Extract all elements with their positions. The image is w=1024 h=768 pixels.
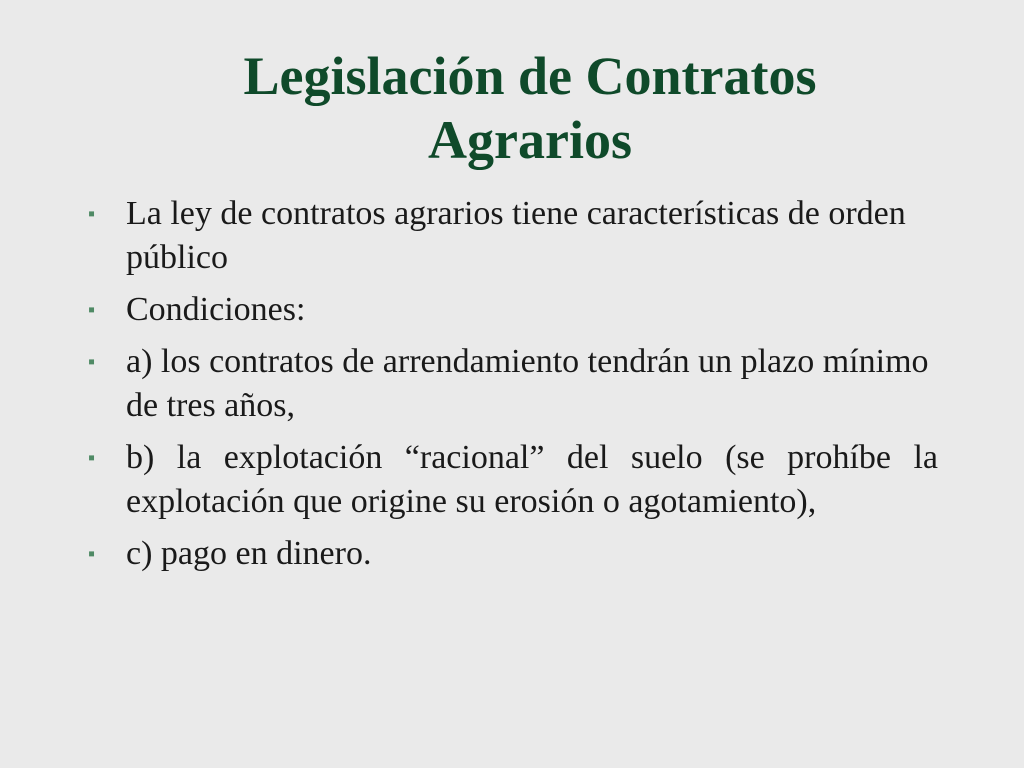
slide-title-line-2: Agrarios <box>428 110 632 170</box>
bullet-list <box>88 192 938 584</box>
bullet-text: c) pago en dinero. <box>126 535 372 572</box>
bullet-item <box>88 532 938 576</box>
bullet-text: b) la explotación “racional” del suelo (se prohíbe la explotación que origine su erosión o agotamiento), <box>126 439 938 520</box>
bullet-text: a) los contratos de arrendamiento tendrán un plazo mínimo de tres años, <box>126 343 929 424</box>
bullet-item <box>88 340 938 428</box>
bullet-item <box>88 192 938 280</box>
square-bullet-icon: ▪ <box>88 543 96 565</box>
slide-title <box>60 44 1000 172</box>
bullet-text: La ley de contratos agrarios tiene características de orden público <box>126 195 906 276</box>
square-bullet-icon: ▪ <box>88 203 96 225</box>
slide-title-line-1: Legislación de Contratos <box>243 46 817 106</box>
square-bullet-icon: ▪ <box>88 299 96 321</box>
bullet-item <box>88 288 938 332</box>
square-bullet-icon: ▪ <box>88 351 96 373</box>
square-bullet-icon: ▪ <box>88 447 96 469</box>
bullet-item <box>88 436 938 524</box>
bullet-text: Condiciones: <box>126 291 306 328</box>
